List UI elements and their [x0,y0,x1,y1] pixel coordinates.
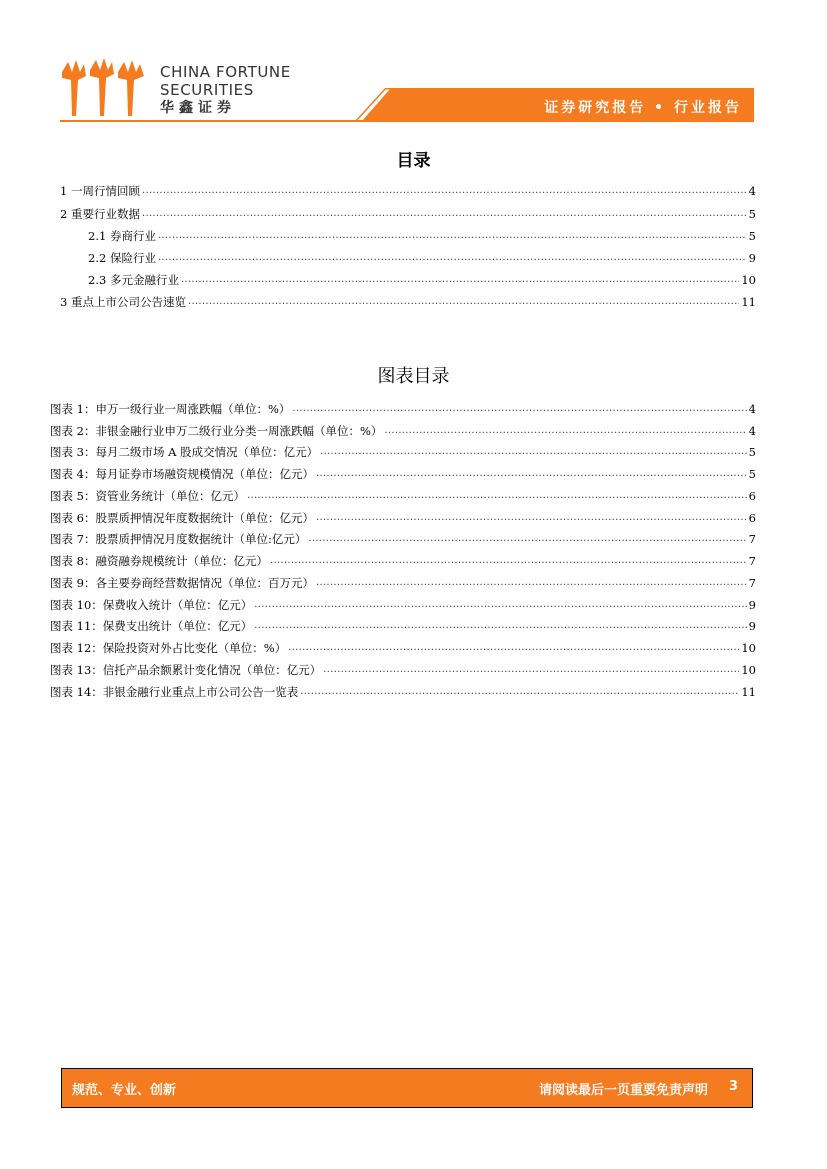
dot-leader [292,402,746,416]
figure-entry[interactable] [50,396,756,416]
dot-leader [247,489,747,503]
dot-leader [142,207,747,221]
figure-entry-label: 图表 8：融资融券规模统计（单位：亿元） [50,554,268,568]
figure-entry-page: 5 [748,467,756,481]
toc-entry-page: 11 [741,295,756,309]
figure-entry[interactable] [50,570,756,590]
figure-entry-page: 4 [748,424,756,438]
figure-entry-label: 图表 13：信托产品余额累计变化情况（单位：亿元） [50,663,322,677]
dot-leader [188,295,739,309]
figure-entry-label: 图表 6：股票质押情况年度数据统计（单位：亿元） [50,511,314,525]
page-number: 3 [728,1079,738,1094]
figure-entry-label: 图表 7：股票质押情况月度数据统计（单位:亿元） [50,532,307,546]
figure-entry[interactable] [50,679,756,699]
toc-entry[interactable] [60,289,756,309]
dot-leader [158,251,747,265]
toc-entry-label: 2.3 多元金融行业 [88,273,179,287]
footer-disclaimer[interactable]: 请阅读最后一页重要免责声明 [538,1083,708,1098]
figure-entry-label: 图表 10：保费收入统计（单位：亿元） [50,598,253,612]
dot-leader [316,467,747,481]
dot-leader [158,229,747,243]
dot-leader [254,598,746,612]
figure-entry-page: 9 [748,619,756,633]
figure-entry-page: 7 [748,532,756,546]
toc-entry-label: 2.2 保险行业 [88,251,156,265]
figure-entry[interactable] [50,461,756,481]
figure-entry[interactable] [50,483,756,503]
toc-entry-label: 2 重要行业数据 [60,207,140,221]
toc-entry-label: 2.1 券商行业 [88,229,156,243]
toc-entry[interactable] [60,178,756,198]
toc-entry-page: 9 [748,251,756,265]
toc-entry-label: 1 一周行情回顾 [60,184,140,198]
figure-entry-page: 7 [748,554,756,568]
brand-name-en-2: SECURITIES [160,81,254,99]
dot-leader [254,619,746,633]
toc-entry-label: 3 重点上市公司公告速览 [60,295,186,309]
dot-leader [300,685,739,699]
toc-entry[interactable] [88,245,756,265]
dot-leader [308,532,746,546]
toc-title: 目录 [396,151,431,171]
toc-entry[interactable] [88,267,756,287]
toc-entry-page: 5 [748,207,756,221]
figure-entry-page: 6 [748,511,756,525]
header-rule [60,120,754,122]
figure-entry-page: 11 [741,685,756,699]
figure-entry-label: 图表 11：保费支出统计（单位：亿元） [50,619,253,633]
figure-entry-page: 4 [748,402,756,416]
figure-entry[interactable] [50,657,756,677]
figure-entry-page: 7 [748,576,756,590]
figure-entry-label: 图表 2：非银金融行业申万二级行业分类一周涨跌幅（单位：%） [50,424,383,438]
toc-entry-page: 10 [741,273,756,287]
figure-entry-page: 10 [741,663,756,677]
figure-entry-label: 图表 5：资管业务统计（单位：亿元） [50,489,245,503]
dot-leader [320,445,747,459]
figure-entry-label: 图表 9：各主要券商经营数据情况（单位：百万元） [50,576,314,590]
toc-entry-page: 4 [748,184,756,198]
figure-entry-label: 图表 3：每月二级市场 A 股成交情况（单位：亿元） [50,445,319,459]
toc-entry[interactable] [88,223,756,243]
figure-entry-page: 10 [741,641,756,655]
figure-entry[interactable] [50,418,756,438]
figure-entry-page: 6 [748,489,756,503]
figure-entry-label: 图表 14：非银金融行业重点上市公司公告一览表 [50,685,299,699]
footer-bar [61,1068,753,1108]
figure-entry[interactable] [50,635,756,655]
figure-entry-label: 图表 4：每月证券市场融资规模情况（单位：亿元） [50,467,314,481]
dot-leader [323,663,739,677]
brand-name-cn: 华鑫证券 [160,100,236,116]
brand-name-en-1: CHINA FORTUNE [160,63,291,81]
toc-entry[interactable] [60,201,756,221]
figure-entry-label: 图表 1：申万一级行业一周涨跌幅（单位：%） [50,402,291,416]
dot-leader [288,641,739,655]
figure-entry-page: 9 [748,598,756,612]
dot-leader [142,184,747,198]
brand-block [160,63,291,117]
torch-logo-icon [58,58,150,120]
footer-slogan: 规范、专业、创新 [72,1083,177,1098]
figure-entry[interactable] [50,613,756,633]
figure-entry[interactable] [50,548,756,568]
figures-title: 图表目录 [377,366,450,387]
report-type: 证券研究报告 • 行业报告 [544,100,742,116]
dot-leader [316,511,747,525]
dot-leader [316,576,747,590]
figure-entry[interactable] [50,505,756,525]
figure-entry[interactable] [50,592,756,612]
figure-entry-label: 图表 12：保险投资对外占比变化（单位：%） [50,641,287,655]
dot-leader [270,554,747,568]
toc-entry-page: 5 [748,229,756,243]
dot-leader [384,424,746,438]
dot-leader [181,273,739,287]
figure-entry[interactable] [50,439,756,459]
figure-entry[interactable] [50,526,756,546]
figure-entry-page: 5 [748,445,756,459]
